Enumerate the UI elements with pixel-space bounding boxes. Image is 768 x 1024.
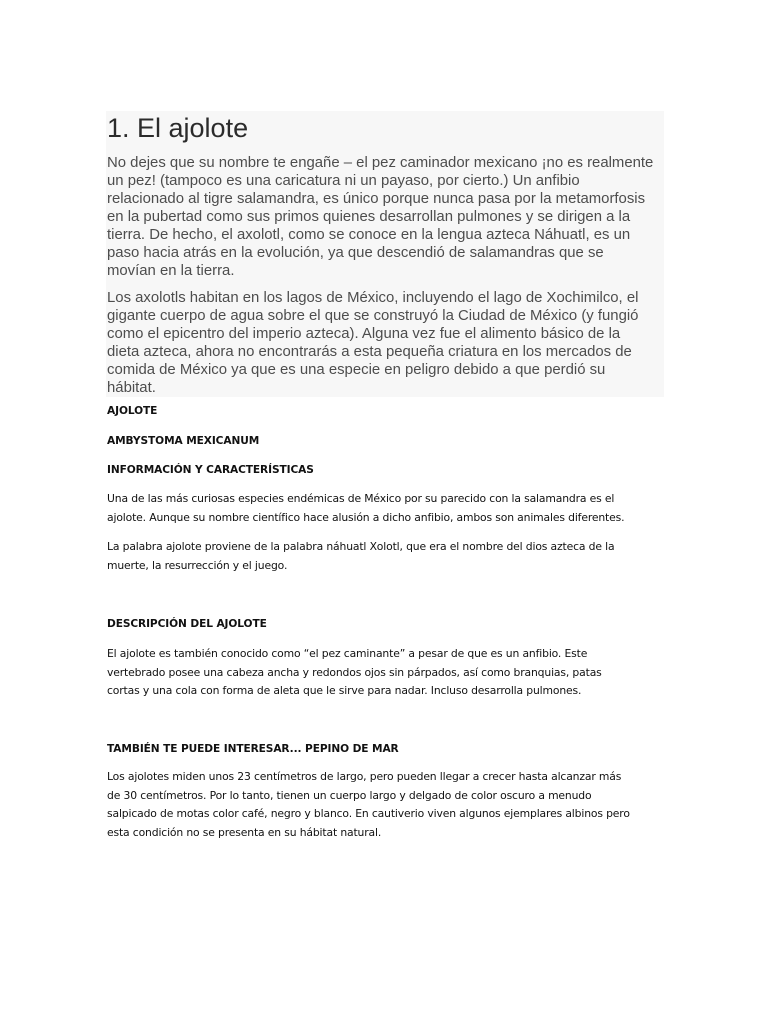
text-line: de 30 centímetros. Por lo tanto, tienen un cuerpo largo y delgado de color oscuro a menudo [107,788,592,802]
text-line: paso hacia atrás en la evolución, ya que descendió de salamandras que se [107,245,604,261]
heading-scientific-name: AMBYSTOMA MEXICANUM [107,435,260,447]
paragraph-size [107,768,630,842]
paragraph-intro [107,490,624,527]
text-line: tierra. De hecho, el axolotl, como se conoce en la lengua azteca Náhuatl, es un [107,227,631,243]
text-line: gigante cuerpo de agua sobre el que se construyó la Ciudad de México (y fungió [107,308,639,324]
text-line: relacionado al tigre salamandra, es único porque nunca pasa por la metamorfosis [107,191,646,207]
text-line: comida de México ya que es una especie en peligro debido a que perdió su [107,362,606,378]
text-line: como el epicentro del imperio azteca). Alguna vez fue el alimento básico de la [107,326,621,342]
paragraph-etymology [107,538,614,575]
text-line: ajolote. Aunque su nombre científico hace alusión a dicho anfibio, ambos son animales diferentes. [107,510,625,524]
text-line: un pez! (tampoco es una caricatura ni un payaso, por cierto.) Un anfibio [107,173,580,189]
text-line: cortas y una cola con forma de aleta que le sirve para nadar. Incluso desarrolla pulmones. [107,684,582,697]
text-line: hábitat. [107,380,156,396]
text-line: El ajolote es también conocido como “el pez caminante” a pesar de que es un anfibio. Este [107,647,588,660]
heading-description: DESCRIPCIÓN DEL AJOLOTE [107,618,267,630]
text-line: Los ajolotes miden unos 23 centímetros de largo, pero pueden llegar a crecer hasta alcanzar más [107,770,622,783]
article-paragraph-2 [107,289,663,397]
text-line: dieta azteca, ahora no encontrarás a esta pequeña criatura en los mercados de [107,344,632,360]
text-line: vertebrado posee una cabeza ancha y redondos ojos sin párpados, así como branquias, patas [107,665,602,679]
article-title: 1. El ajolote [107,113,249,143]
text-line: esta condición no se presenta en su hábitat natural. [107,825,382,839]
paragraph-description [107,645,602,701]
text-line: Los axolotls habitan en los lagos de México, incluyendo el lago de Xochimilco, el [107,290,639,306]
pasted-article-excerpt [106,111,664,397]
text-line: muerte, la resurrección y el juego. [107,558,288,572]
article-paragraph-1 [107,154,663,280]
text-line: movían en la tierra. [107,263,235,279]
heading-related-link: TAMBIÉN TE PUEDE INTERESAR... PEPINO DE MAR [107,743,399,755]
text-line: salpicado de motas color café, negro y blanco. En cautiverio viven algunos ejemplares albinos pero [107,807,630,820]
text-line: No dejes que su nombre te engañe – el pez caminador mexicano ¡no es realmente [107,155,654,171]
heading-ajolote: AJOLOTE [107,405,158,417]
text-line: en la pubertad como sus primos quienes desarrollan pulmones y se dirigen a la [107,209,631,225]
text-line: La palabra ajolote proviene de la palabra náhuatl Xolotl, que era el nombre del dios azteca de la [107,540,615,553]
text-line: Una de las más curiosas especies endémicas de México por su parecido con la salamandra es el [107,492,615,505]
heading-information: INFORMACIÓN Y CARACTERÍSTICAS [107,464,314,476]
